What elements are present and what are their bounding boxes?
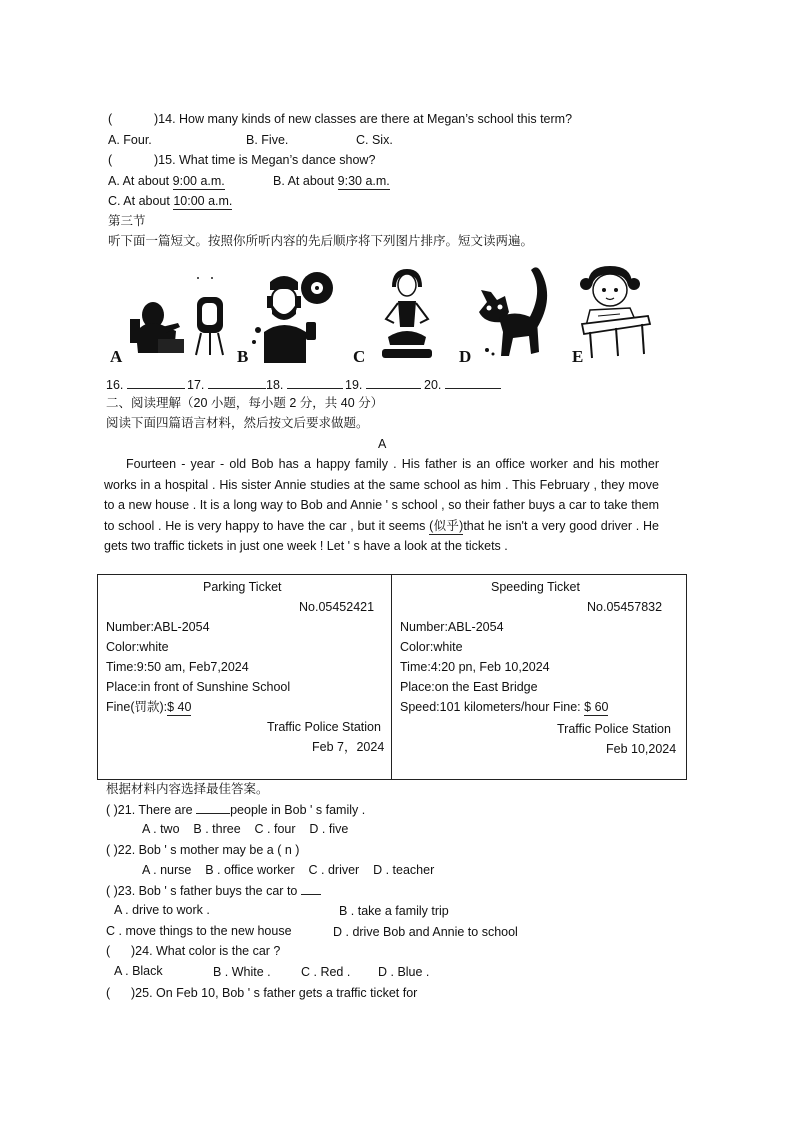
- passage-label: A: [378, 437, 387, 451]
- q14-text: )14. How many kinds of new classes are there at Megan’s school this term?: [154, 112, 573, 126]
- q24-option-b: B . White .: [213, 965, 271, 979]
- picture-label-b: B: [237, 347, 249, 366]
- speeding-fine-value: $ 60: [584, 700, 609, 714]
- picture-d-cat: [475, 262, 557, 362]
- parking-ticket-no: No.05452421: [299, 600, 375, 614]
- parking-ticket-place: Place:in front of Sunshine School: [106, 680, 291, 694]
- q15-c-time: 10:00 a.m.: [173, 194, 233, 208]
- q15-option-c: [108, 193, 232, 209]
- q14-paren: (: [108, 112, 113, 126]
- parking-ticket-date: Feb 7，2024: [312, 740, 385, 754]
- q24-stem: ( )24. What color is the car ?: [106, 944, 281, 958]
- q15-option-a: [108, 173, 225, 189]
- q23-option-a: A . drive to work .: [114, 903, 210, 917]
- q22-options: A . nurse B . office worker C . driver D . teacher: [142, 863, 435, 877]
- speeding-ticket-time: Time:4:20 pn, Feb 10,2024: [400, 660, 550, 674]
- reading-instruction: 阅读下面四篇语言材料，然后按文后要求做题。: [106, 416, 369, 430]
- speeding-ticket-station: Traffic Police Station: [557, 722, 671, 736]
- speeding-ticket-speed-fine: Speed:101 kilometers/hour Fine: $ 60: [400, 700, 609, 714]
- questions-instruction: 根据材料内容选择最佳答案。: [106, 782, 269, 796]
- speeding-ticket-number: Number:ABL-2054: [400, 620, 504, 634]
- q24-option-c: C . Red .: [301, 965, 351, 979]
- q15-a-prefix: A. At about: [108, 174, 173, 188]
- section3-instruction: 听下面一篇短文。按照你所听内容的先后顺序将下列图片排序。短文读两遍。: [108, 234, 534, 248]
- speeding-ticket-color: Color:white: [400, 640, 463, 654]
- q15-b-time: 9:30 a.m.: [337, 174, 390, 188]
- picture-label-d: D: [459, 347, 472, 366]
- answer-blank-19[interactable]: 19.: [345, 376, 421, 393]
- parking-fine-value: $ 40: [167, 700, 192, 714]
- parking-ticket-station: Traffic Police Station: [267, 720, 381, 734]
- q15-paren: (: [108, 153, 113, 167]
- reading-heading: 二、阅读理解（20 小题，每小题 2 分，共 40 分）: [106, 396, 384, 410]
- q15-b-prefix: B. At about: [273, 174, 338, 188]
- passage-a: [104, 454, 659, 557]
- answer-blank-17[interactable]: 17.: [187, 376, 266, 393]
- speeding-ticket-date: Feb 10,2024: [606, 742, 677, 756]
- picture-label-e: E: [572, 347, 584, 366]
- picture-e-girl-studying: [576, 262, 654, 362]
- parking-ticket-title: Parking Ticket: [203, 580, 282, 594]
- answer-blank-16[interactable]: 16.: [106, 376, 185, 393]
- q15-text: )15. What time is Megan’s dance show?: [154, 153, 376, 167]
- q23-option-c: C . move things to the new house: [106, 924, 292, 938]
- q24-option-d: D . Blue .: [378, 965, 430, 979]
- speeding-ticket-place: Place:on the East Bridge: [400, 680, 538, 694]
- q23-option-b: B . take a family trip: [339, 904, 449, 918]
- picture-a-tv-watcher: [118, 275, 230, 360]
- parking-ticket-fine: Fine(罚款):$ 40: [106, 700, 192, 714]
- q15-a-time: 9:00 a.m.: [172, 174, 225, 188]
- q14-option-a: A. Four.: [108, 133, 152, 147]
- passage-a-part2: that he isn't a very good driver . He gets two traffic tickets in just one week ! Let ' s have a look at the tickets .: [104, 518, 660, 553]
- parking-ticket-number: Number:ABL-2054: [106, 620, 210, 634]
- section3-title: 第三节: [108, 214, 146, 228]
- q23-stem: ( )23. Bob ' s father buys the car to: [106, 882, 321, 899]
- q24-option-a: A . Black: [114, 964, 163, 978]
- parking-ticket-time: Time:9:50 am, Feb7,2024: [106, 660, 249, 674]
- q14-option-c: C. Six.: [356, 133, 393, 147]
- q15-option-b: [273, 173, 390, 189]
- q23-option-d: D . drive Bob and Annie to school: [333, 925, 518, 939]
- picture-label-a: A: [110, 347, 123, 366]
- passage-a-part1: Fourteen - year - old Bob has a happy family . His father is an office worker and his mother works in a hospital . His sister Annie studies at the same school as him . This February , they move to a new house . It is a long way to Bob and Annie ' s school , so their father buys a car to take them to school . He is very happy to have the car , but it seems: [104, 457, 659, 533]
- tickets-table: [97, 574, 687, 780]
- picture-c-yoga-woman: [378, 265, 436, 365]
- speeding-ticket-title: Speeding Ticket: [491, 580, 580, 594]
- q25-stem: ( )25. On Feb 10, Bob ' s father gets a traffic ticket for: [106, 986, 418, 1000]
- tickets-divider: [391, 575, 392, 779]
- q21-stem: ( )21. There are people in Bob ' s family .: [106, 803, 366, 817]
- q15-c-prefix: C. At about: [108, 194, 174, 208]
- picture-label-c: C: [353, 347, 366, 366]
- passage-a-seems-gloss: (似乎): [429, 518, 464, 533]
- q22-stem: ( )22. Bob ' s mother may be a ( n ): [106, 843, 300, 857]
- picture-b-music-listener: [250, 268, 340, 363]
- answer-blank-18[interactable]: 18.: [266, 376, 343, 393]
- parking-ticket-color: Color:white: [106, 640, 169, 654]
- q14-option-b: B. Five.: [246, 133, 289, 147]
- answer-blank-20[interactable]: 20.: [424, 376, 501, 393]
- q21-options: A . two B . three C . four D . five: [142, 822, 349, 836]
- speeding-ticket-no: No.05457832: [587, 600, 663, 614]
